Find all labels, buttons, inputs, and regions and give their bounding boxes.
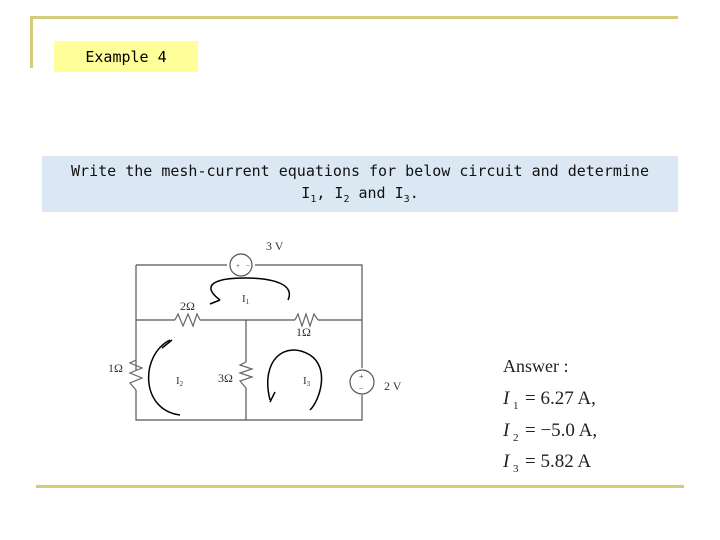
svg-text:= 5.82 A: = 5.82 A	[525, 451, 592, 472]
answer-heading: Answer :	[503, 356, 569, 376]
period: .	[409, 184, 419, 202]
var-i2: I	[334, 184, 344, 202]
mesh-arrow-i3	[268, 350, 322, 410]
svg-text:2: 2	[513, 432, 519, 444]
separator: ,	[316, 184, 335, 202]
var-i1-sub: 1	[310, 194, 317, 205]
label-2v: 2 V	[384, 379, 402, 393]
answer-row-2	[502, 420, 597, 444]
label-mesh-i1: I1	[242, 293, 250, 306]
mesh-arrow-i1	[211, 278, 290, 300]
label-mesh-i2: I2	[176, 375, 184, 388]
var-i1: I	[301, 184, 311, 202]
minus-sign-top: −	[246, 262, 250, 270]
svg-text:I: I	[503, 420, 510, 441]
wire-top-right	[255, 265, 362, 320]
separator-and: and	[349, 184, 395, 202]
minus-sign-right: −	[359, 384, 364, 393]
label-3v: 3 V	[266, 239, 284, 253]
svg-text:= −5.0 A,: = −5.0 A,	[525, 420, 598, 441]
svg-text:3: 3	[513, 463, 519, 475]
slide-title	[54, 41, 198, 72]
slide-title-text: Example 4	[85, 47, 167, 66]
problem-line-2	[42, 182, 678, 211]
var-i3-sub: 3	[403, 194, 410, 205]
bottom-rule	[36, 485, 684, 488]
label-3ohm: 3Ω	[218, 371, 233, 385]
circuit-diagram	[100, 230, 420, 430]
svg-text:= 6.27 A,: = 6.27 A,	[525, 388, 596, 409]
var-i2-sub: 2	[343, 194, 350, 205]
label-mesh-i3: I3	[303, 375, 311, 388]
plus-sign-right: +	[359, 372, 364, 381]
label-2ohm: 2Ω	[180, 299, 195, 313]
answer-row-3	[502, 451, 591, 475]
top-rule	[30, 16, 678, 19]
plus-sign-top: +	[236, 262, 240, 270]
resistor-3ohm	[240, 362, 252, 388]
wire-bottom	[136, 390, 362, 420]
problem-statement	[42, 156, 678, 212]
resistor-2ohm	[175, 314, 200, 326]
svg-text:I: I	[503, 451, 510, 472]
svg-text:1: 1	[513, 400, 519, 412]
left-rule	[30, 16, 33, 68]
svg-text:I: I	[503, 388, 510, 409]
problem-line-1: Write the mesh-current equations for below circuit and determine	[71, 162, 649, 180]
answer-row-1	[502, 388, 596, 412]
var-i3: I	[394, 184, 404, 202]
answer-block	[495, 352, 635, 476]
label-1ohm-left: 1Ω	[108, 361, 123, 375]
label-1ohm-top: 1Ω	[296, 325, 311, 339]
